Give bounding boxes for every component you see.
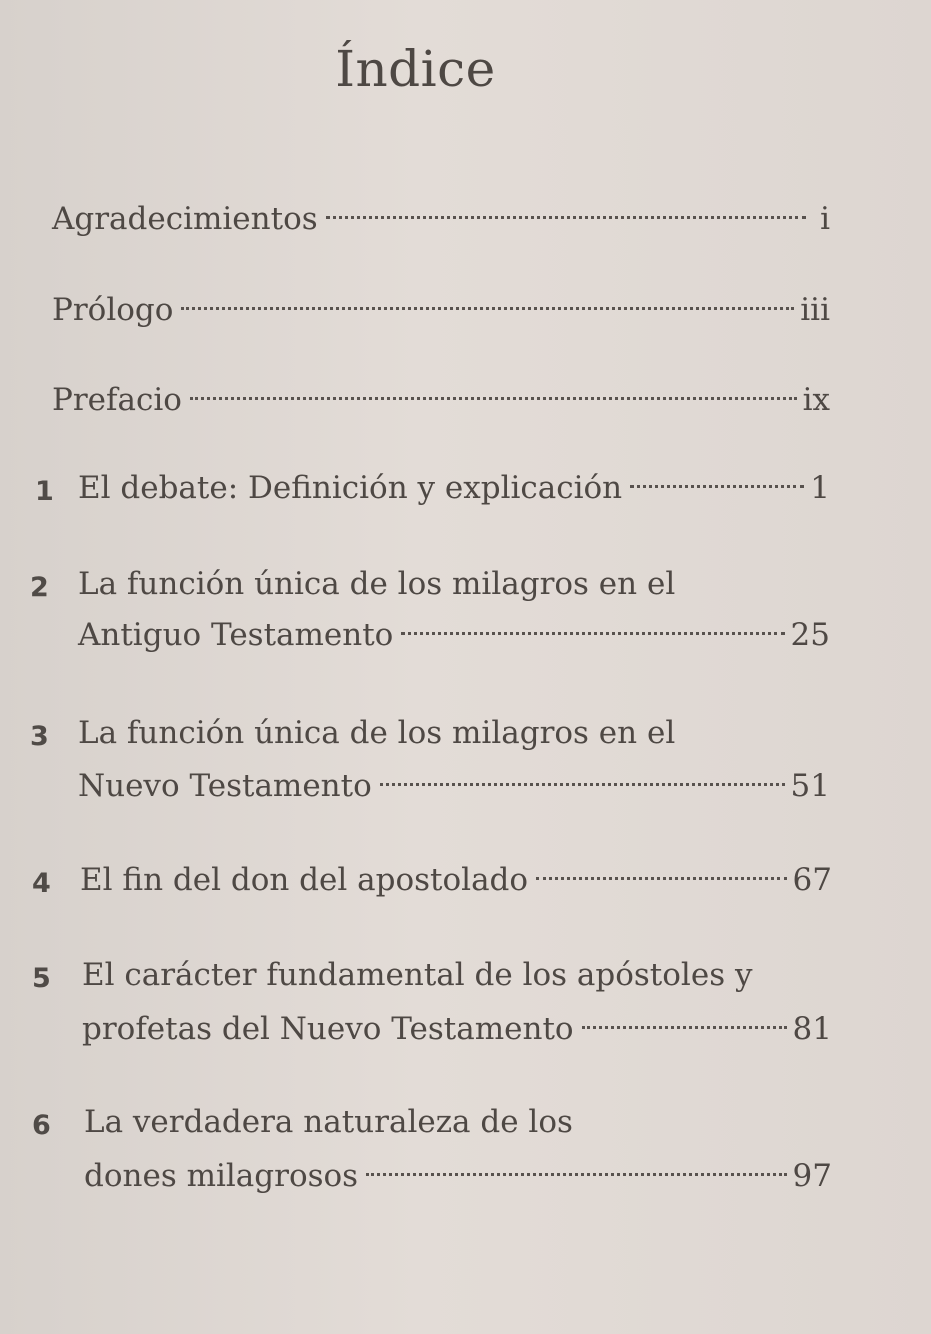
toc-entry-prefacio [52, 379, 830, 421]
toc-entry-title-line: La función única de los milagros en el [78, 715, 676, 751]
toc-page-number: i [820, 201, 830, 237]
toc-entry-label: Antiguo Testamento [78, 617, 394, 653]
chapter-number: 5 [32, 963, 51, 994]
toc-entry-chapter-2 [78, 614, 830, 656]
dot-leader [536, 877, 786, 880]
toc-page-number: 97 [792, 1158, 832, 1194]
dot-leader [181, 307, 794, 310]
toc-entry-label: profetas del Nuevo Testamento [82, 1011, 574, 1047]
toc-entry-label: Nuevo Testamento [78, 768, 372, 804]
chapter-number: 1 [35, 476, 54, 507]
dot-leader [401, 632, 784, 635]
dot-leader [380, 783, 785, 786]
chapter-number: 4 [32, 868, 51, 899]
chapter-number: 6 [32, 1110, 51, 1141]
toc-entry-title-line: La función única de los milagros en el [78, 566, 676, 602]
dot-leader [582, 1026, 787, 1029]
toc-entry-title-line: El carácter fundamental de los apóstoles y [82, 957, 753, 993]
toc-page-number: 25 [790, 617, 830, 653]
toc-entry-label: Prólogo [52, 292, 174, 328]
toc-entry-label: Agradecimientos [52, 201, 318, 237]
dot-leader [326, 216, 806, 219]
toc-entry-chapter-4 [80, 859, 832, 901]
toc-page-number: 81 [792, 1011, 832, 1047]
toc-entry-chapter-6 [84, 1155, 832, 1197]
toc-page-number: 67 [792, 862, 832, 898]
toc-entry-label: El fin del don del apostolado [80, 862, 529, 898]
toc-entry-agradecimientos [52, 198, 830, 240]
dot-leader [190, 397, 797, 400]
toc-entry-prologo [52, 289, 830, 331]
toc-page-number: 51 [790, 768, 830, 804]
toc-entry-label: El debate: Definición y explicación [78, 470, 623, 506]
dot-leader [366, 1173, 786, 1176]
dot-leader [630, 485, 804, 488]
toc-entry-chapter-5 [82, 1008, 832, 1050]
toc-entry-title-line: La verdadera naturaleza de los [84, 1104, 573, 1140]
toc-page-number: ix [802, 382, 830, 418]
toc-entry-label: Prefacio [52, 382, 182, 418]
chapter-number: 3 [30, 721, 49, 752]
toc-entry-label: dones milagrosos [84, 1158, 359, 1194]
chapter-number: 2 [30, 572, 49, 603]
toc-entry-chapter-3 [78, 765, 830, 807]
page-title: Índice [335, 40, 496, 98]
toc-page-number: iii [800, 292, 830, 328]
toc-page-number: 1 [810, 470, 830, 506]
toc-entry-chapter-1 [78, 467, 830, 509]
